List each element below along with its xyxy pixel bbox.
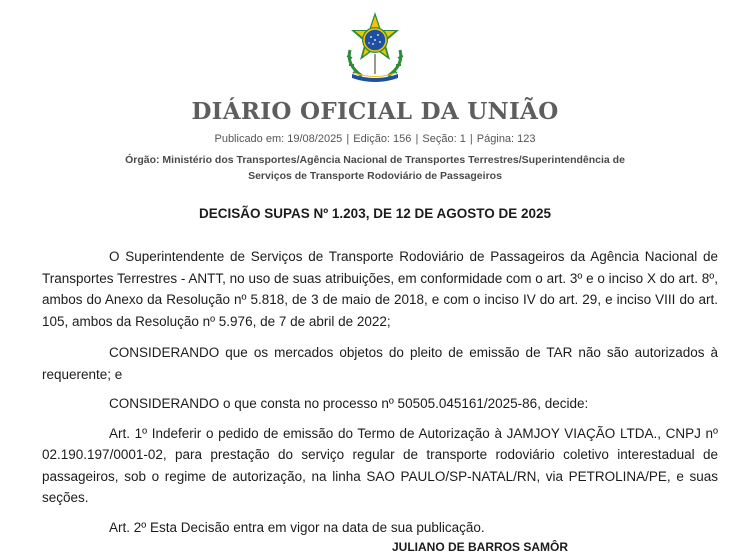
decision-title: DECISÃO SUPAS Nº 1.203, DE 12 DE AGOSTO DE 2025 bbox=[198, 206, 552, 221]
article-1-paragraph: Art. 1º Indeferir o pedido de emissão do Termo de Autorização à JAMJOY VIAÇÃO LTDA., CNPJ nº 02.190.197/0001-02, para prestação do serviço regular de transporte rodoviário coletivo interestadual de passageiros, sob o regime de autorização, na linha SAO PAULO/SP-NATAL/RN, via PETROLINA/PE, e suas seções. bbox=[42, 425, 718, 505]
considerando-paragraph-2: CONSIDERANDO o que consta no processo nº 50505.045161/2025-86, decide: bbox=[109, 396, 589, 411]
published-date: Publicado em: 19/08/2025 bbox=[214, 133, 343, 145]
considerando-paragraph-1: CONSIDERANDO que os mercados objetos do pleito de emissão de TAR não são autorizados à requerente; e bbox=[42, 345, 718, 382]
preamble-paragraph: O Superintendente de Serviços de Transporte Rodoviário de Passageiros da Agência Nacional de Transportes Terrestres - ANTT, no uso de suas atribuições, em conformidade com o art. 3º e o inciso X do art. 8º, ambos do Anexo da Resolução nº 5.818, de 3 de maio de 2018, e com o inciso IV do art. 29, e inciso VIII do art. 105, ambos da Resolução nº 5.976, de 7 de abril de 2022; bbox=[42, 249, 718, 329]
brazil-coat-of-arms-icon bbox=[340, 10, 410, 82]
issuing-body bbox=[120, 152, 630, 184]
publication-info: Publicado em: 19/08/2025 | Edição: 156 | Seção: 1 | Página: 123 bbox=[214, 133, 536, 145]
issuing-body-label: Órgão: bbox=[125, 154, 160, 166]
page-number: Página: 123 bbox=[476, 133, 536, 145]
issuing-body-text: Ministério dos Transportes/Agência Nacional de Transportes Terrestres/Superintendência de Serviços de Transporte Rodoviário de Passageiros bbox=[162, 154, 625, 182]
signatory-name: JULIANO DE BARROS SAMÔR bbox=[391, 540, 568, 554]
section: Seção: 1 bbox=[422, 133, 466, 145]
edition: Edição: 156 bbox=[353, 133, 412, 145]
article-2-paragraph: Art. 2º Esta Decisão entra em vigor na data de sua publicação. bbox=[109, 519, 485, 535]
decision-body bbox=[42, 246, 718, 548]
masthead-title: DIÁRIO OFICIAL DA UNIÃO bbox=[191, 98, 559, 125]
